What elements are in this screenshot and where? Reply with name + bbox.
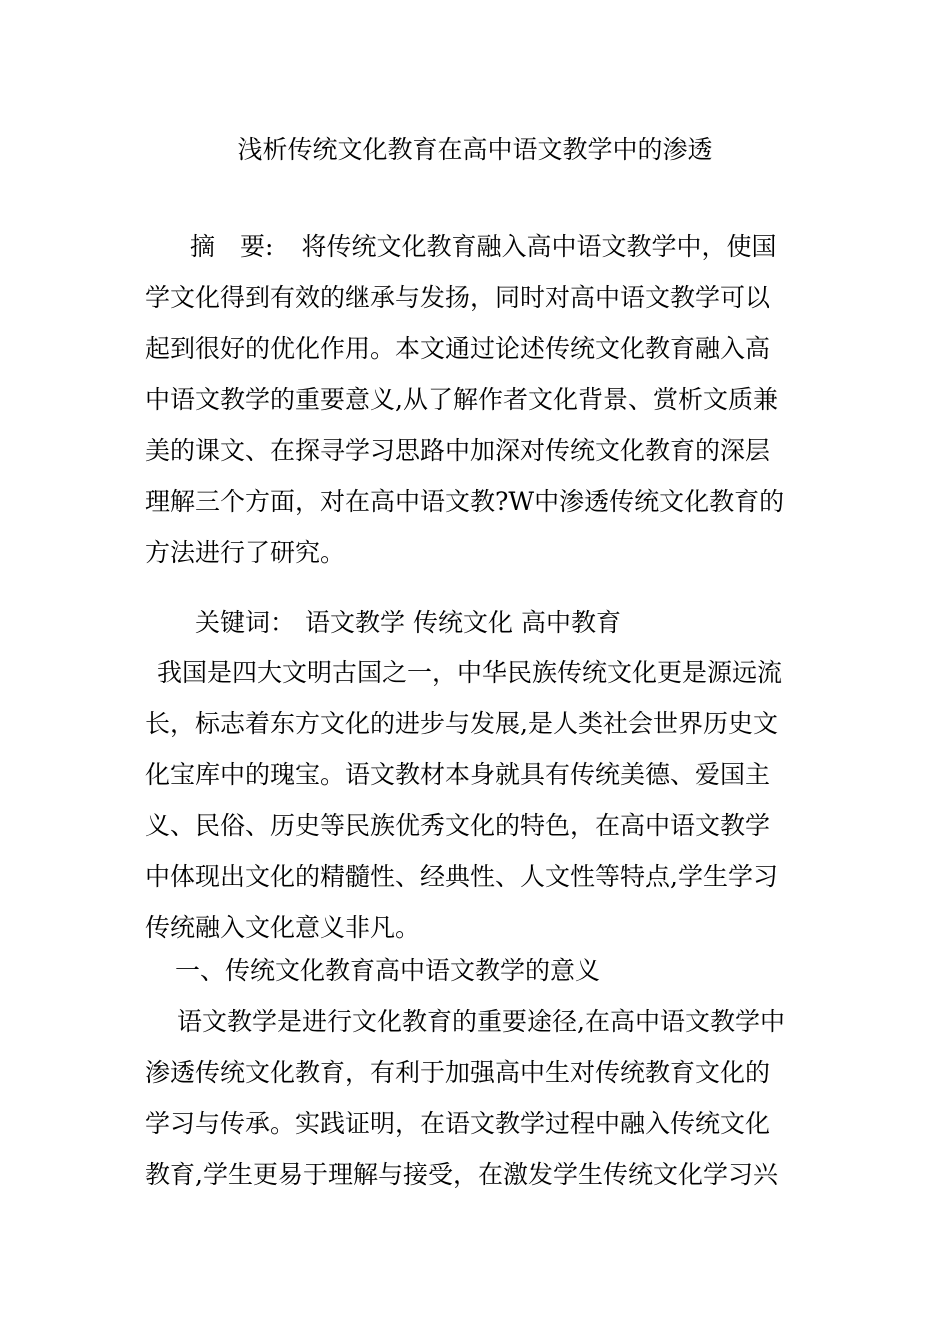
section1-line: 渗透传统文化教育，有利于加强高中生对传统教育文化的 [145,1058,771,1087]
abstract-line: 方法进行了研究。 [145,538,346,567]
abstract-line [145,221,805,272]
document-title: 浅析传统文化教育在高中语文教学中的渗透 [237,135,713,164]
abstract-label: 摘 要: [190,232,274,261]
section1-paragraph [145,996,805,1200]
intro-line: 我国是四大文明古国之一，中华民族传统文化更是源远流 [157,658,783,687]
intro-paragraph [145,647,805,953]
abstract-line: 理解三个方面，对在高中语文教?W中渗透传统文化教育的 [145,487,785,516]
intro-line: 中体现出文化的精髓性、经典性、人文性等特点,学生学习 [145,862,778,891]
intro-line: 化宝库中的瑰宝。语文教材本身就具有传统美德、爱国主 [145,760,771,789]
abstract-line: 起到很好的优化作用。本文通过论述传统文化教育融入高 [145,334,771,363]
keywords-label: 关键词： [195,608,296,637]
section1-line: 语文教学是进行文化教育的重要途径,在高中语文教学中 [177,1007,785,1036]
section1-line: 学习与传承。实践证明，在语文教学过程中融入传统文化 [145,1109,771,1138]
intro-line: 长，标志着东方文化的进步与发展,是人类社会世界历史文 [145,709,778,738]
abstract-paragraph [145,221,805,578]
abstract-line: 美的课文、在探寻学习思路中加深对传统文化教育的深层 [145,436,771,465]
intro-line: 义、民俗、历史等民族优秀文化的特色，在高中语文教学 [145,811,771,840]
keyword-item: 传统文化 [413,608,514,637]
section1-line: 教育,学生更易于理解与接受，在激发学生传统文化学习兴 [145,1160,778,1189]
section-heading: 一、传统文化教育高中语文教学的意义 [175,956,601,985]
section1-heading-block [145,945,805,996]
keyword-item: 高中教育 [521,608,622,637]
keywords-line [145,597,805,648]
keywords-row [145,597,805,648]
abstract-line: 学文化得到有效的继承与发扬，同时对高中语文教学可以 [145,283,771,312]
abstract-text: 将传统文化教育融入高中语文教学中，使国 [301,232,777,261]
intro-line: 传统融入文化意义非凡。 [145,913,421,942]
abstract-line: 中语文教学的重要意义,从了解作者文化背景、赏析文质兼 [145,385,778,414]
keyword-item: 语文教学 [305,608,406,637]
